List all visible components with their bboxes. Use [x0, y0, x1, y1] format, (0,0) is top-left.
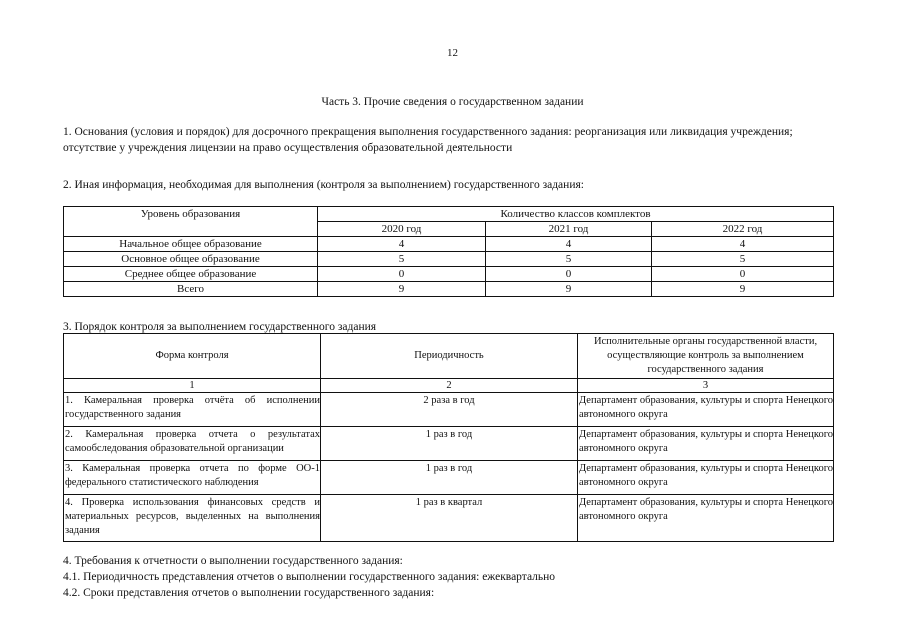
- table-row: [64, 252, 834, 267]
- period-cell: 1 раз в год: [321, 427, 578, 461]
- table-row: [64, 427, 834, 461]
- value-cell: 9: [652, 282, 834, 297]
- period-cell: 1 раз в квартал: [321, 495, 578, 542]
- org-cell: Департамент образования, культуры и спорта Ненецкого автономного округа: [578, 495, 834, 542]
- table-row: [64, 393, 834, 427]
- table-row: [64, 461, 834, 495]
- value-cell: 0: [318, 267, 486, 282]
- level-cell: Всего: [64, 282, 318, 297]
- part-title: Часть 3. Прочие сведения о государственном задании: [321, 96, 584, 108]
- value-cell: 4: [318, 237, 486, 252]
- column-number: 3: [578, 379, 834, 393]
- org-cell: Департамент образования, культуры и спорта Ненецкого автономного округа: [578, 427, 834, 461]
- header-count: Количество классов комплектов: [318, 207, 834, 222]
- org-cell: Департамент образования, культуры и спорта Ненецкого автономного округа: [578, 393, 834, 427]
- section-1-text: 1. Основания (условия и порядок) для досрочного прекращения выполнения государственного задания: реорганизация или ликвидация учреждения; отсутствие у учреждения лицензии на право осуществления образовательной деятельности: [63, 126, 793, 154]
- level-cell: Начальное общее образование: [64, 237, 318, 252]
- level-cell: Основное общее образование: [64, 252, 318, 267]
- header-form: Форма контроля: [64, 334, 321, 379]
- value-cell: 4: [486, 237, 652, 252]
- value-cell: 9: [486, 282, 652, 297]
- period-cell: 1 раз в год: [321, 461, 578, 495]
- form-cell: 3. Камеральная проверка отчета по форме ОО-1 федерального статистического наблюдения: [64, 461, 321, 495]
- form-cell: 4. Проверка использования финансовых средств и материальных ресурсов, выделенных на выполнения задания: [64, 495, 321, 542]
- value-cell: 5: [486, 252, 652, 267]
- column-number: 1: [64, 379, 321, 393]
- period-cell: 2 раза в год: [321, 393, 578, 427]
- value-cell: 5: [318, 252, 486, 267]
- control-table: [63, 333, 834, 542]
- header-year: 2022 год: [652, 222, 834, 237]
- section-2-text: 2. Иная информация, необходимая для выполнения (контроля за выполнением) государственного задания:: [63, 179, 584, 191]
- header-level: Уровень образования: [64, 207, 318, 237]
- header-period: Периодичность: [321, 334, 578, 379]
- value-cell: 0: [486, 267, 652, 282]
- table-row: [64, 495, 834, 542]
- classes-table: [63, 206, 834, 297]
- page-number: 12: [447, 47, 458, 59]
- value-cell: 0: [652, 267, 834, 282]
- table-row: [64, 267, 834, 282]
- section-4-1-text: 4.1. Периодичность представления отчетов о выполнении государственного задания: ежеквартально: [63, 571, 556, 583]
- header-year: 2020 год: [318, 222, 486, 237]
- form-cell: 1. Камеральная проверка отчёта об исполнении государственного задания: [64, 393, 321, 427]
- value-cell: 5: [652, 252, 834, 267]
- value-cell: 4: [652, 237, 834, 252]
- value-cell: 9: [318, 282, 486, 297]
- header-org: Исполнительные органы государственной власти, осуществляющие контроль за выполнением государственного задания: [578, 334, 834, 379]
- level-cell: Среднее общее образование: [64, 267, 318, 282]
- section-4-2-text: 4.2. Сроки представления отчетов о выполнении государственного задания:: [63, 587, 435, 599]
- column-number: 2: [321, 379, 578, 393]
- org-cell: Департамент образования, культуры и спорта Ненецкого автономного округа: [578, 461, 834, 495]
- header-year: 2021 год: [486, 222, 652, 237]
- table-row: [64, 282, 834, 297]
- section-3-text: 3. Порядок контроля за выполнением государственного задания: [63, 321, 377, 333]
- table-row: [64, 237, 834, 252]
- form-cell: 2. Камеральная проверка отчета о результатах самообследования образовательной организации: [64, 427, 321, 461]
- section-4-text: 4. Требования к отчетности о выполнении государственного задания:: [63, 555, 403, 567]
